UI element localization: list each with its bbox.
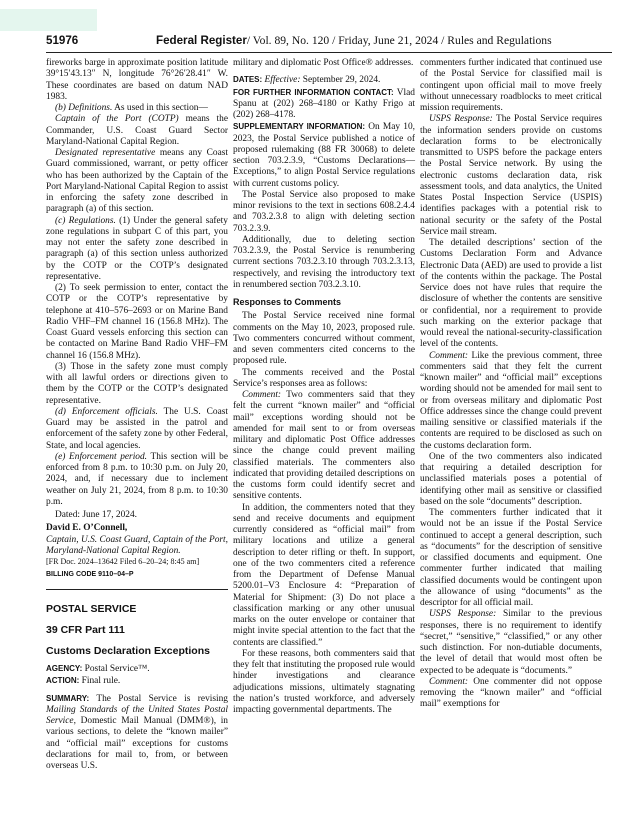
response-label: USPS Response: — [429, 114, 493, 125]
margin-tab — [0, 9, 97, 31]
defined-term: Captain of the Port (COTP) — [55, 114, 179, 125]
paragraph-label: (b) Definitions. — [55, 103, 113, 113]
paragraph: military and diplomatic Post Office® addresses. — [233, 58, 414, 68]
paragraph: (c) Regulations. (1) Under the general safety zone regulations in subpart C of this part, you may not enter the safety zone described in paragraph (a) of this section unless authorized by the COTP or the COTP’s designated representative. — [46, 215, 228, 282]
issue-info: / Vol. 89, No. 120 / Friday, June 21, 2024 / Rules and Regulations — [246, 34, 552, 47]
column-2 — [233, 58, 415, 716]
running-head — [156, 34, 552, 47]
response-paragraph: USPS Response: The Postal Service requires the information senders provide on customs declaration forms to be electronically transmitted to USPS before the package enters the Postal Service network. By using the electronic customs declaration data, risk assessment tools, and data analytics, the United States Postal Inspection Service (USPIS) identifies packages with a potential risk to national security or the safety of the Postal Service mail stream. — [420, 114, 602, 237]
paragraph: (3) Those in the safety zone must comply with all lawful orders or directions given to them by the COTP or the COTP’s designated representative. — [46, 361, 228, 406]
paragraph-label: (c) Regulations. — [55, 215, 116, 226]
section-divider — [46, 589, 228, 590]
page-header — [46, 34, 612, 50]
dates-line: DATES: Effective: September 29, 2024. — [233, 75, 381, 86]
comment-paragraph: Comment: Two commenters said that they felt the current “known mailer” and “official mail” exceptions wording should not be amended for mail sent to or from overseas military and diplomatic Post Office addresses since the change could prevent mailing classified materials. The commenters also indicated that providing detailed descriptions on the customs form could identify secret and sensitive contents. — [233, 390, 415, 502]
agency-line: AGENCY: Postal Service™. — [46, 664, 150, 674]
paragraph: (2) To seek permission to enter, contact the COTP or the COTP’s representative by telephone at 410–576–2693 or on Marine Band Radio VHF–FM channel 16 (156.8 MHz). The Coast Guard vessels enforcing this section can be contacted on Marine Band Radio VHF–FM channel 16 (156.8 MHz). — [46, 283, 228, 361]
summary: SUMMARY: The Postal Service is revising Mailing Standards of the United States Postal Service, Domestic Mail Manual (DMM®), in various sections, to delete the “known mailer” and “official mail” exceptions for customs declarations for mail to, from, or between overseas U.S. — [46, 693, 228, 771]
action-line: ACTION: Final rule. — [46, 676, 121, 687]
comment-paragraph: Comment: One commenter did not oppose removing the “known mailer” and “official mail” exemptions for — [420, 676, 602, 710]
section-heading: Responses to Comments — [233, 297, 342, 307]
supplementary-info: SUPPLEMENTARY INFORMATION: On May 10, 2023, the Postal Service published a notice of proposed rulemaking (88 FR 30068) to delete section 703.2.3.9, “Customs Declarations—Exceptions,” to align Postal Service regulations with current customs policy. — [233, 122, 415, 189]
response-paragraph: USPS Response: Similar to the previous responses, there is no requirement to identify “secret,” “sensitive,” “classified,” or any other such distinction. For non-dutiable documents, the level of detail that would most often be expected to be adequate is “documents.” — [420, 609, 603, 676]
page-number: 51976 — [46, 34, 79, 47]
column-3 — [420, 58, 602, 711]
paragraph: The Postal Service also proposed to make minor revisions to the text in sections 608.2.4.4 and 703.2.3.8 to align with deleting section 703.2.3.9. — [233, 189, 415, 234]
paragraph: In addition, the commenters noted that they send and receive documents and equipment currently considered as “official mail” from military locations and utilize a general description to deter rifling or theft. In support, one of the two commenters cited a reference from the Department of Defense Manual 5200.01–V3 Enclosure 4: “Preparation of Material for Shipment: (3) Do not place a classification marking or any other unusual marks on the outer envelope or container that might invite special attention to the fact that the contents are classified.” — [233, 502, 415, 648]
comment-label: Comment: — [429, 676, 469, 687]
definition: Designated representative means any Coast Guard commissioned, warrant, or petty officer who has been authorized by the Captain of the Port Maryland-National Capital Region to assist in enforcing the safety zone described in paragraph (a) of this section. — [46, 148, 228, 215]
paragraph: The detailed descriptions’ section of the Customs Declaration Form and Advance Electronic Data (AED) are used to provide a list of the contents within the package. The Postal Service does not have rules that require the disclosure of whether the contents are sensitive or confidential, nor a requirement to provide such marking on the exterior package that would reveal the national-security-classification level of the contents. — [420, 238, 602, 350]
paragraph: commenters further indicated that continued use of the Postal Service for classified mail is contingent upon official mail to move freely without unnecessary roadblocks to meet critical mission requirements. — [420, 58, 602, 113]
definition: Captain of the Port (COTP) means the Commander, U.S. Coast Guard Sector Maryland-National Capital Region. — [46, 114, 228, 147]
billing-code: BILLING CODE 9110–04–P — [46, 571, 134, 578]
paragraph: (b) Definitions. As used in this section— — [55, 103, 208, 113]
defined-term: Designated representative — [55, 148, 156, 158]
paragraph: The comments received and the Postal Service’s responses area as follows: — [233, 367, 415, 389]
cfr-heading: 39 CFR Part 111 — [46, 623, 125, 636]
paragraph: One of the two commenters also indicated that requiring a detailed description for unclassified materials poses a potential of identifying other mail as sensitive or classified based on the sole “documents” description. — [420, 451, 602, 507]
paragraph: (e) Enforcement period. This section will be enforced from 8 p.m. to 10:30 p.m. on July 20, 2024, and, if necessary due to inclement weather on July 21, 2024, from 8 p.m. to 10:30 p.m. — [46, 451, 228, 507]
comment-label: Comment: — [429, 350, 469, 361]
paragraph-label: (d) Enforcement officials. — [55, 406, 158, 417]
contact-line: FOR FURTHER INFORMATION CONTACT: Vlad Spanu at (202) 268–4180 or Kathy Frigo at (202) 268–4178. — [233, 87, 415, 120]
paragraph-label: (e) Enforcement period. — [55, 451, 148, 462]
fr-doc-line: [FR Doc. 2024–13642 Filed 6–20–24; 8:45 am] — [46, 557, 200, 566]
paragraph: For these reasons, both commenters said that they felt that instituting the proposed rule would hinder investigations and clearance adjudications missions, ultimately stagnating the nation’s trusted workforce, and adversely impacting governmental departments. The — [233, 648, 415, 715]
subject-heading: Customs Declaration Exceptions — [46, 644, 210, 657]
agency-heading: POSTAL SERVICE — [46, 603, 137, 616]
signature-date: Dated: June 17, 2024. — [55, 510, 138, 520]
header-rule — [46, 52, 612, 53]
comment-label: Comment: — [242, 390, 282, 400]
signer-name: David E. O’Connell, — [46, 523, 128, 534]
paragraph: The Postal Service received nine formal comments on the May 10, 2023, proposed rule. Two commenters concurred without comment, and seven commenters cited concerns to the proposed rule. — [233, 311, 415, 367]
response-label: USPS Response: — [429, 609, 497, 620]
signer-title: Captain, U.S. Coast Guard, Captain of the Port, Maryland-National Capital Region. — [46, 534, 228, 556]
comment-paragraph: Comment: Like the previous comment, three commenters said that they felt the current “known mailer” and “official mail” exceptions wording should not be amended for mail sent to or from overseas military and diplomatic Post Office addresses since the change could prevent mailing sensitive or classified materials if the contents are required to be disclosed as such on the customs declaration form. — [420, 350, 602, 451]
paragraph: fireworks barge in approximate position latitude 39°15′43.13″ N, longitude 76°26′28.41″ W. These coordinates are based on datum NAD 1983. — [46, 58, 228, 102]
paragraph: The commenters further indicated that it would not be an issue if the Postal Service continued to accept a general description, such as “documents” for the description of sensitive or classified documents and equipment. One commenter further indicated that mailing classified documents would be contingent upon the allowance of using “documents” as the descriptor for all official mail. — [420, 508, 602, 608]
journal-name: Federal Register — [156, 34, 247, 47]
paragraph: (d) Enforcement officials. The U.S. Coast Guard may be assisted in the patrol and enforcement of the safety zone by other Federal, State, and local agencies. — [46, 406, 228, 451]
column-1 — [46, 58, 228, 772]
paragraph: Additionally, due to deleting section 703.2.3.9, the Postal Service is renumbering current sections 703.2.3.10 through 703.2.3.13, respectively, and revising the introductory text in renumbered section 703.2.3.10. — [233, 234, 415, 290]
